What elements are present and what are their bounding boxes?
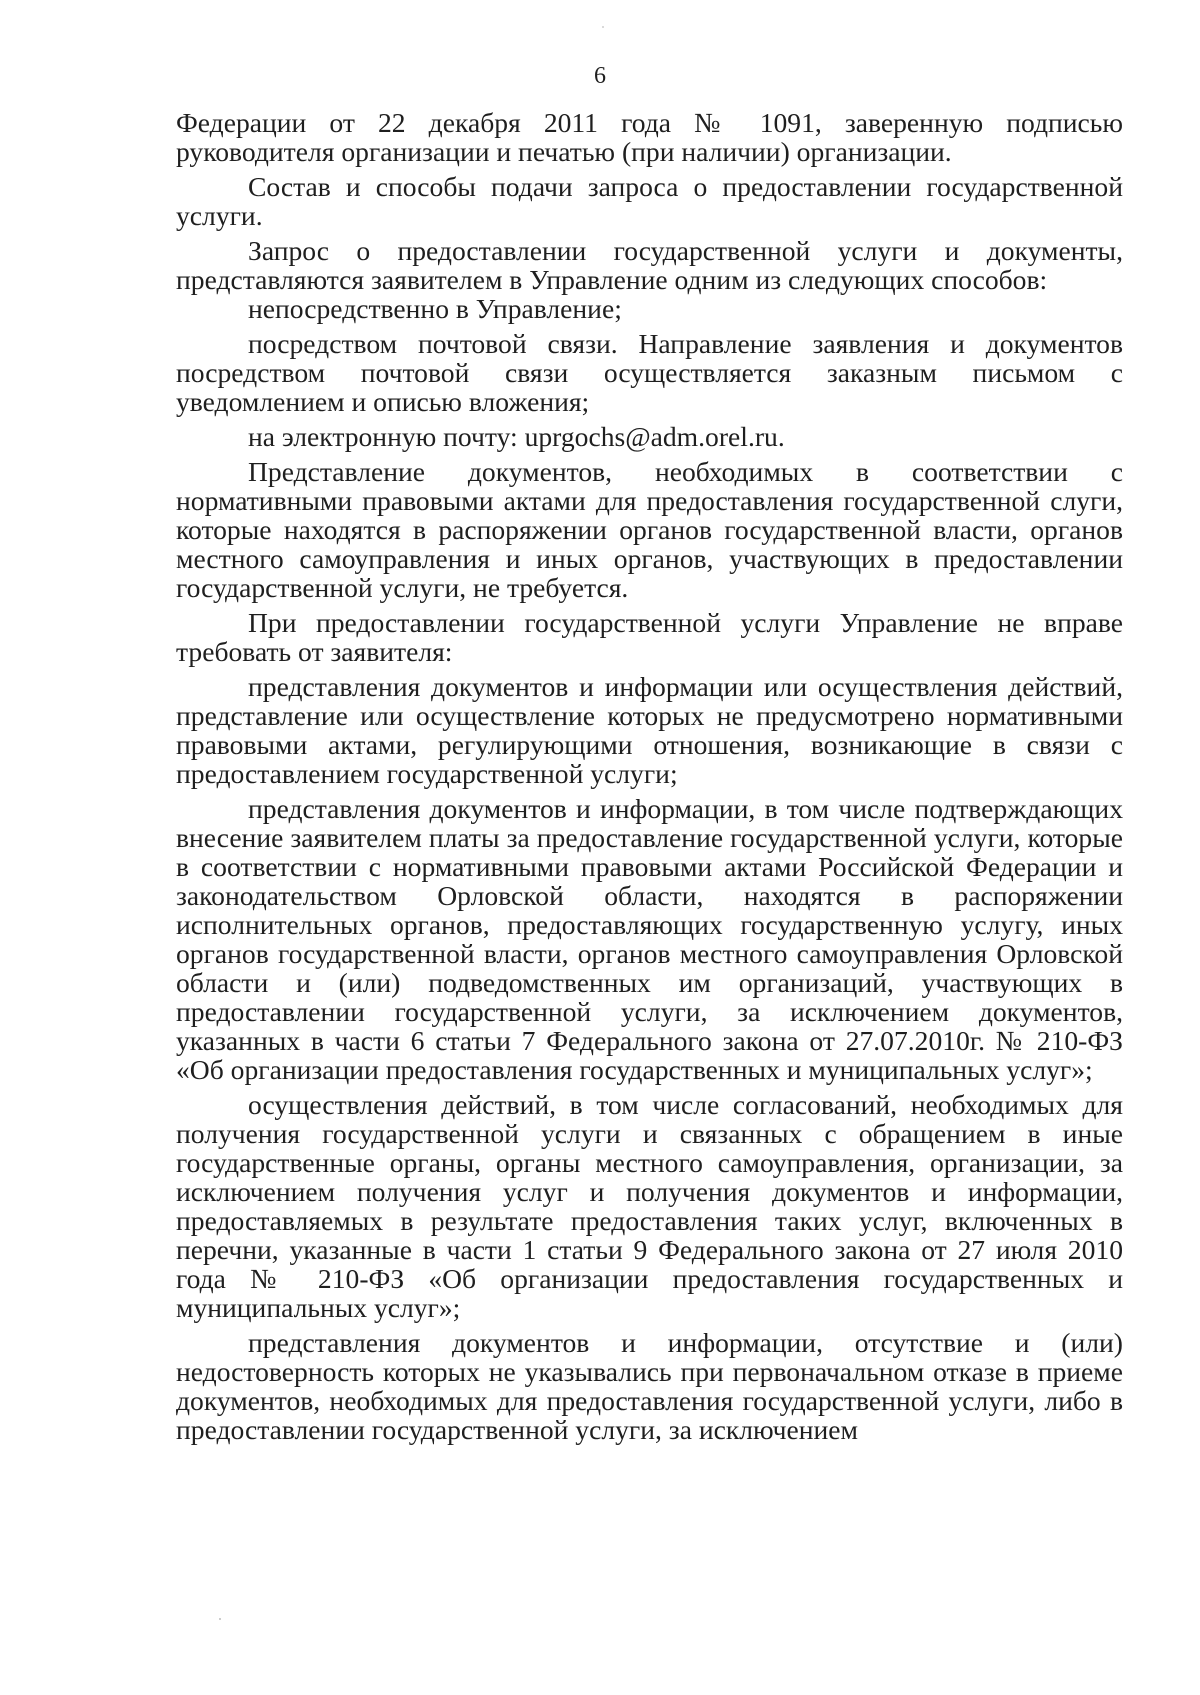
paragraph-request-composition: Состав и способы подачи запроса о предоставлении государственной услуги. [176, 171, 1123, 231]
paragraph-item-approvals: осуществления действий, в том числе согласований, необходимых для получения государственной услуги и связанных с обращением в иные государственные органы, органы местного самоуправления, организации, за исключением получения услуг и получения документов и информации, предоставляемых в результате предоставления таких услуг, включенных в перечни, указанные в части 1 статьи 9 Федерального закона от 27 июля 2010 года № 210-ФЗ «Об организации предоставления государственных и муниципальных услуг»; [176, 1089, 1123, 1323]
paragraph-item-payment-documents: представления документов и информации, в том числе подтверждающих внесение заявителем платы за предоставление государственной услуги, которые в соответствии с нормативными правовыми актами Российской Федерации и законодательством Орловской области, находятся в распоряжении исполнительных органов, предоставляющих государственную услугу, иных органов государственной власти, органов местного самоуправления Орловской области и (или) подведомственных им организаций, участвующих в предоставлении государственной услуги, за исключением документов, указанных в части 6 статьи 7 Федерального закона от 27.07.2010г. № 210-ФЗ «Об организации предоставления государственных и муниципальных услуг»; [176, 793, 1123, 1085]
paragraph-request-submission: Запрос о предоставлении государственной услуги и документы, представляются заявителем в Управление одним из следующих способов: [176, 235, 1123, 295]
scan-speck [602, 26, 604, 28]
paragraph-item-documents-actions: представления документов и информации или осуществления действий, представление или осуществление которых не предусмотрено нормативными правовыми актами, регулирующими отношения, возникающие в связи с предоставлением государственной услуги; [176, 671, 1123, 789]
paragraph-item-unreliable-documents: представления документов и информации, отсутствие и (или) недостоверность которых не указывались при первоначальном отказе в приеме документов, необходимых для предоставления государственной услуги, либо в предоставлении государственной услуги, за исключением [176, 1327, 1123, 1445]
paragraph-documents-not-required: Представление документов, необходимых в соответствии с нормативными правовыми актами для предоставления государственной слуги, которые находятся в распоряжении органов государственной власти, органов местного самоуправления и иных органов, участвующих в предоставлении государственной услуги, не требуется. [176, 456, 1123, 603]
paragraph-direct-submission: непосредственно в Управление; [248, 293, 622, 324]
page-number: 6 [594, 63, 606, 89]
document-body [176, 108, 1123, 1444]
paragraph-postal-submission: посредством почтовой связи. Направление заявления и документов посредством почтовой связи осуществляется заказным письмом с уведомлением и описью вложения; [176, 328, 1123, 417]
paragraph-email-submission: на электронную почту: uprgochs@adm.orel.ru. [248, 421, 785, 452]
paragraph-not-entitled: При предоставлении государственной услуги Управление не вправе требовать от заявителя: [176, 607, 1123, 667]
paragraph-federation-decree: Федерации от 22 декабря 2011 года № 1091, заверенную подписью руководителя организации и печатью (при наличии) организации. [176, 107, 1123, 167]
scan-speck [219, 1618, 221, 1620]
